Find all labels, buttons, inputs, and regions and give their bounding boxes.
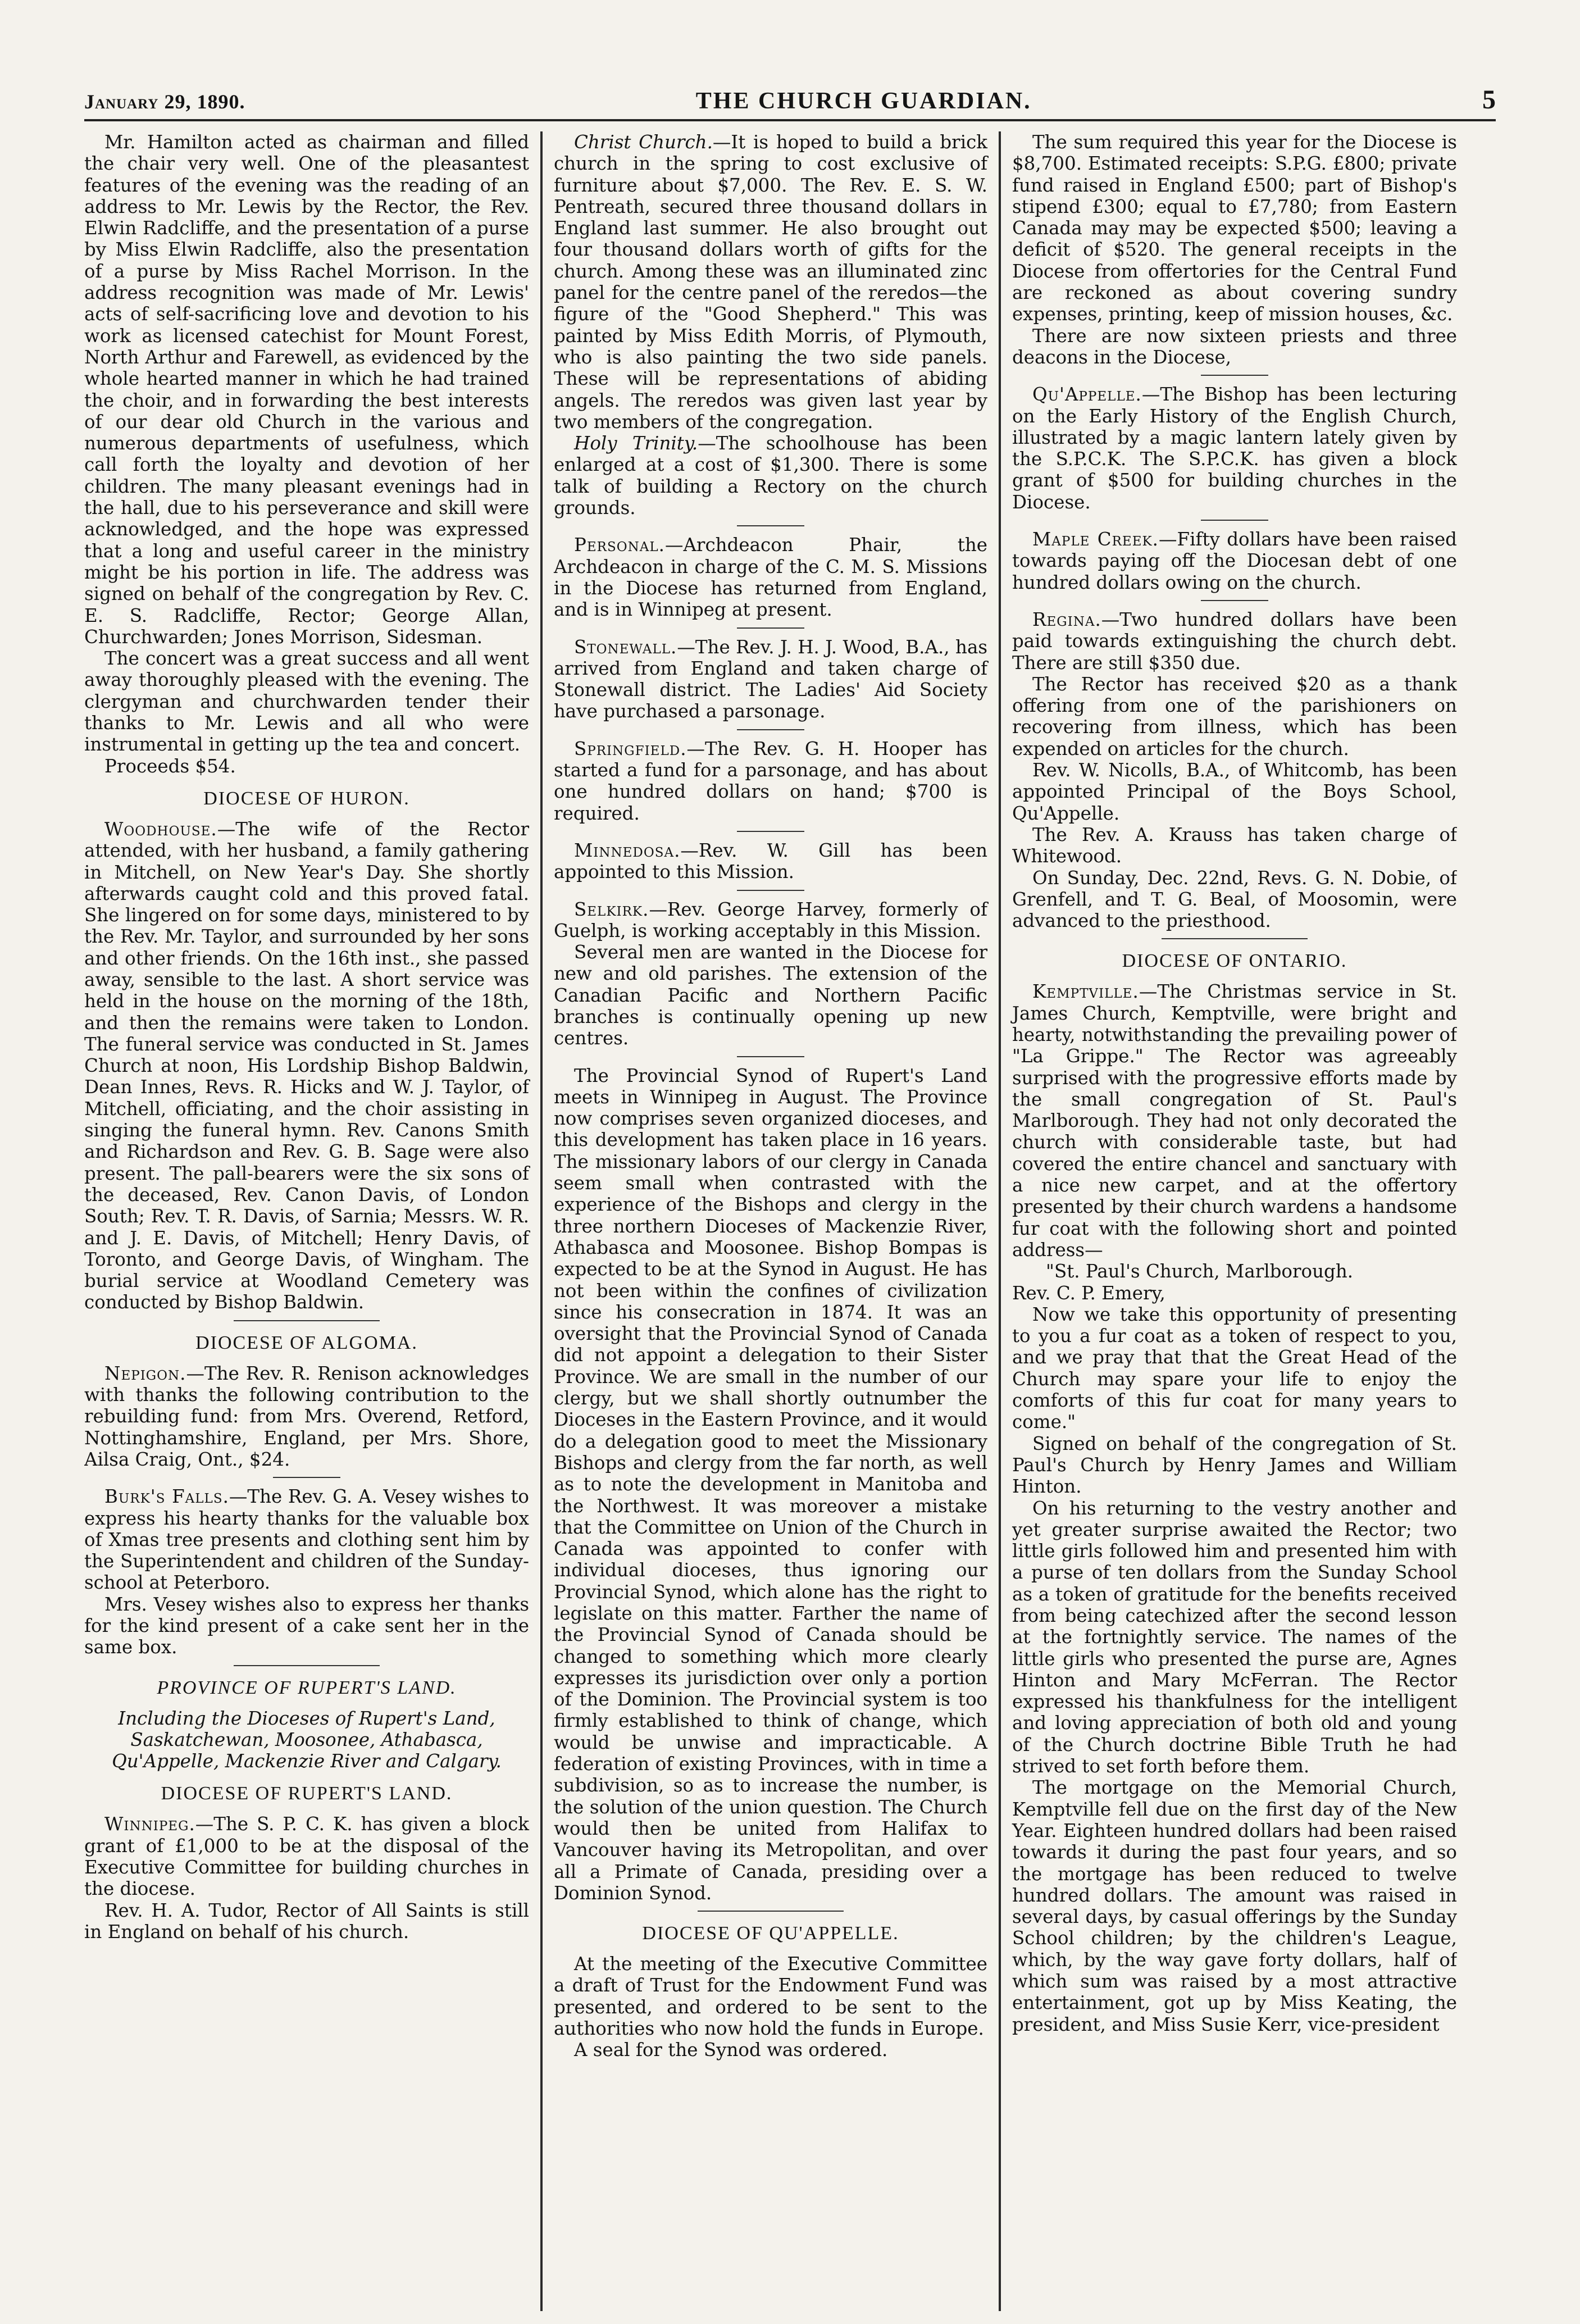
separator <box>1201 520 1268 521</box>
separator <box>737 1056 804 1057</box>
dateline-selkirk: Selkirk. <box>574 898 649 920</box>
separator <box>234 1320 380 1321</box>
article-stonewall <box>554 636 987 722</box>
text-regina: —Two hundred dollars have been paid towards extinguishing the church debt. There are still $350 due. <box>1012 608 1457 674</box>
paragraph-concert-chairman: Mr. Hamilton acted as chairman and filled the chair very well. One of the pleasantest features of the evening was the reading of an address to Mr. Lewis by the Rector, the Rev. Elwin Radcliffe, and the presentation of a purse by Miss Elwin Radcliffe, also the presentation of a purse by Miss Rachel Morrison. In the address recognition was made of Mr. Lewis' acts of self-sacrificing love and devotion to his work as licensed catechist for Mount Forest, North Arthur and Farewell, as evidenced by the whole hearted manner in which he had trained the choir, and in forwarding the best interests of our dear old Church in the various and numerous departments of usefulness, which call forth the loyalty and devotion of her children. The many pleasant evenings had in the hall, due to his perseverance and skill were acknowledged, and the hope was expressed that a long and useful career in the ministry might be his portion in life. The address was signed on behalf of the congregation by Rev. C. E. S. Radcliffe, Rector; George Allan, Churchwarden; Jones Morrison, Sidesman. <box>84 131 529 648</box>
separator <box>273 1477 340 1478</box>
dateline-minnedosa: Minnedosa. <box>574 839 681 861</box>
paragraph-tudor: Rev. H. A. Tudor, Rector of All Saints is still in England on behalf of his church. <box>84 1899 529 1943</box>
province-subtitle: Including the Dioceses of Rupert's Land, Saskatchewan, Moosonee, Athabasca, Qu'Appelle, Mackenzie River and Calgary. <box>112 1707 502 1772</box>
separator <box>698 1911 844 1912</box>
article-christ-church <box>554 131 987 433</box>
column-1 <box>84 131 540 2311</box>
heading-diocese-ruperts-land: DIOCESE OF RUPERT'S LAND. <box>161 1783 453 1804</box>
page-number: 5 <box>1482 85 1496 115</box>
separator <box>737 627 804 629</box>
paragraph-synod-seal: A seal for the Synod was ordered. <box>574 2039 888 2061</box>
text-christ-church: —It is hoped to build a brick church in the spring to cost exclusive of furniture about $7,000. The Rev. E. S. W. Pentreath, secured three thousand dollars in England last summer. He also brought out four thousand dollars worth of gifts for the church. Among these was an illuminated zinc panel for the centre panel of the reredos—the figure of the "Good Shepherd." This was painted by Miss Edith Morris, of Plymouth, who is also painting the two side panels. These will be representations of abiding angels. The reredos was given last year by two members of the congregation. <box>554 131 987 433</box>
article-kemptville <box>1012 981 1457 1261</box>
text-stonewall: —The Rev. J. H. J. Wood, B.A., has arrived from England and taken charge of Stonewall district. The Ladies' Aid Society have purchased a parsonage. <box>554 636 987 722</box>
separator <box>1201 600 1268 601</box>
paragraph-nicolls: Rev. W. Nicolls, B.A., of Whitcomb, has been appointed Principal of the Boys School, Qu'Appelle. <box>1012 759 1457 824</box>
dateline-kemptville: Kemptville. <box>1032 981 1139 1003</box>
dateline-christ-church: Christ Church. <box>574 131 713 153</box>
paragraph-provincial-synod: The Provincial Synod of Rupert's Land meets in Winnipeg in August. The Province now comprises seven organized dioceses, and this development has taken place in 16 years. The missionary labors of our clergy in Canada seem small when contrasted with the experience of the Bishops and clergy in the three northern Dioceses of Mackenzie River, Athabasca and Moosonee. Bishop Bompas is expected to be at the Synod in August. He has not been within the confines of civilization since his consecration in 1874. It was an oversight that the Provincial Synod of Canada did not appoint a delegation to their Sister Province. We are small in the number of our clergy, but we shall shortly outnumber the Dioceses in the Eastern Province, and it would do a delegation good to meet the Missionary Bishops and clergy from the far north, as well as to note the development in Manitoba and the Northwest. It was moreover a mistake that the Committee on Union of the Church in Canada was appointed to confer with individual dioceses, thus ignoring our Provincial Synod, which alone has the right to legislate on this matter. Farther the name of the Provincial Synod of Canada should be changed to something which more clearly expresses its jurisdiction over only a portion of the Dominion. The Provincial system is too firmly established to think of change, which would be unwise and impracticable. A federation of existing Provinces, with in time a subdivision, so as to increase the number, is the solution of the union question. The Church would then be united from Halifax to Vancouver having its Metropolitan, and over all a Primate of Canada, presiding over a Dominion Synod. <box>554 1065 987 1904</box>
text-springfield: —The Rev. G. H. Hooper has started a fund for a parsonage, and has about one hundred dollars on hand; $700 is required. <box>554 738 987 824</box>
article-maple-creek <box>1012 529 1457 593</box>
text-personal: —Archdeacon Phair, the Archdeacon in charge of the C. M. S. Missions in the Diocese has returned from England, and is in Winnipeg at present. <box>554 534 987 621</box>
article-nepigon <box>84 1363 529 1470</box>
column-2 <box>543 131 999 2311</box>
article-woodhouse <box>84 818 529 1313</box>
dateline-burks-falls: Burk's Falls. <box>104 1486 229 1508</box>
dateline-springfield: Springfield. <box>574 738 687 759</box>
dateline-quappelle: Qu'Appelle. <box>1032 384 1142 406</box>
text-winnipeg: —The S. P. C. K. has given a block grant of £1,000 to be at the disposal of the Executive Committee for building churches in the diocese. <box>84 1813 529 1900</box>
dateline-holy-trinity: Holy Trinity. <box>574 433 698 454</box>
article-springfield <box>554 738 987 824</box>
dateline-woodhouse: Woodhouse. <box>104 818 217 840</box>
text-minnedosa: —Rev. W. Gill has been appointed to this Mission. <box>554 839 987 883</box>
heading-diocese-huron: DIOCESE OF HURON. <box>203 788 410 809</box>
paragraph-mrs-vesey: Mrs. Vesey wishes also to express her thanks for the kind present of a cake sent her in the same box. <box>84 1593 529 1658</box>
paragraph-ordination: On Sunday, Dec. 22nd, Revs. G. N. Dobie, of Grenfell, and T. G. Beal, of Moosomin, were advanced to the priesthood. <box>1012 867 1457 932</box>
article-selkirk <box>554 899 987 942</box>
heading-diocese-ontario: DIOCESE OF ONTARIO. <box>1122 950 1347 972</box>
paragraph-executive-committee: At the meeting of the Executive Committee a draft of Trust for the Endowment Fund was presented, and ordered to be sent to the authorities who now hold the funds in Europe. <box>554 1953 987 2040</box>
dateline-maple-creek: Maple Creek. <box>1032 529 1159 551</box>
columns <box>84 131 1496 2311</box>
paragraph-concert-success: The concert was a great success and all went away thoroughly pleased with the evening. The clergyman and churchwarden tender their thanks to Mr. Lewis and all who were instrumental in getting up the tea and concert. <box>84 648 529 756</box>
text-kemptville: —The Christmas service in St. James Church, Kemptville, were bright and hearty, notwithstanding the prevailing power of "La Grippe." The Rector was agreeably surprised with the progressive efforts made by the small congregation of St. Paul's Marlborough. They had not only decorated the church with considerable taste, but had covered the entire chancel and sanctuary with a nice new carpet, and at the offertory presented by their church wardens a handsome fur coat with the following short and pointed address— <box>1012 981 1457 1261</box>
newspaper-title: THE CHURCH GUARDIAN. <box>695 88 1032 114</box>
paragraph-proceeds: Proceeds $54. <box>104 755 236 777</box>
separator <box>737 525 804 526</box>
dateline-regina: Regina. <box>1032 608 1101 630</box>
paragraph-men-wanted: Several men are wanted in the Diocese for new and old parishes. The extension of the Canadian Pacific and Northern Pacific branches is continually opening up new centres. <box>554 942 987 1049</box>
text-maple-creek: —Fifty dollars have been raised towards paying off the Diocesan debt of one hundred dollars owing on the church. <box>1012 529 1457 593</box>
text-quappelle: —The Bishop has been lecturing on the Early History of the English Church, illustrated by a magic lantern lately given by the S.P.C.K. The S.P.C.K. has given a block grant of $500 for building churches in the Diocese. <box>1012 384 1457 513</box>
article-minnedosa <box>554 840 987 883</box>
article-quappelle <box>1012 384 1457 513</box>
separator <box>737 890 804 891</box>
column-3 <box>1001 131 1457 2311</box>
article-regina <box>1012 609 1457 674</box>
separator <box>234 1665 380 1666</box>
issue-date: January 29, 1890. <box>84 90 245 113</box>
address-body: Now we take this opportunity of presenting to you a fur coat as a token of respect to you, and we pray that that the Great Head of the Church may spare your life to enjoy the comforts of this fur coat for many years to come." <box>1012 1303 1457 1433</box>
paragraph-thank-offering: The Rector has received $20 as a thank offering from one of the parishioners on recovering from illness, which has been expended on articles for the church. <box>1012 673 1457 759</box>
article-burks-falls <box>84 1486 529 1593</box>
text-selkirk: —Rev. George Harvey, formerly of Guelph, is working acceptably in this Mission. <box>554 898 987 942</box>
separator <box>1162 938 1308 939</box>
heading-diocese-quappelle: DIOCESE OF QU'APPELLE. <box>642 1923 899 1944</box>
paragraph-priests: There are now sixteen priests and three deacons in the Diocese, <box>1012 325 1457 368</box>
paragraph-vestry-surprise: On his returning to the vestry another and yet greater surprise awaited the Rector; two little girls followed him and presented him with a purse of ten dollars from the Sunday School as a token of gratitude for the benefits received from being catechized after the second lesson at the fortnightly service. The names of the little girls who presented the purse are, Agnes Hinton and Mary McFerran. The Rector expressed his thankfulness for the intelligent and loving appreciation of both old and young of the Church doctrine Bible Truth he had strived to set forth before them. <box>1012 1497 1457 1777</box>
separator <box>1201 375 1268 376</box>
address-heading: "St. Paul's Church, Marlborough. <box>1046 1261 1354 1282</box>
dateline-winnipeg: Winnipeg. <box>104 1813 195 1835</box>
dateline-personal: Personal. <box>574 534 665 556</box>
masthead <box>84 84 1496 121</box>
separator <box>737 729 804 730</box>
article-winnipeg <box>84 1813 529 1899</box>
dateline-nepigon: Nepigon. <box>104 1362 186 1384</box>
dateline-stonewall: Stonewall. <box>574 636 677 658</box>
paragraph-sum-required: The sum required this year for the Diocese is $8,700. Estimated receipts: S.P.G. £800; private fund raised in England £500; part of Bishop's stipend £300; equal to £7,780; from Eastern Canada may may be expected $500; leaving a deficit of $520. The general receipts in the Diocese from offertories for the Central Fund are reckoned as about covering sundry expenses, printing, keep of mission houses, &c. <box>1012 131 1457 325</box>
address-recipient: Rev. C. P. Emery, <box>1012 1282 1165 1304</box>
text-nepigon: —The Rev. R. Renison acknowledges with thanks the following contribution to the rebuilding fund: from Mrs. Overend, Retford, Nottinghamshire, England, per Mrs. Shore, Ailsa Craig, Ont., $24. <box>84 1362 529 1470</box>
article-personal <box>554 534 987 620</box>
paragraph-signed: Signed on behalf of the congregation of St. Paul's Church by Henry James and William Hinton. <box>1012 1432 1457 1498</box>
separator <box>737 831 804 832</box>
heading-province-ruperts-land: PROVINCE OF RUPERT'S LAND. <box>157 1677 457 1698</box>
text-burks-falls: —The Rev. G. A. Vesey wishes to express his hearty thanks for the valuable box of Xmas tree presents and clothing sent him by the Superintendent and children of the Sunday-school at Peterboro. <box>84 1486 529 1594</box>
heading-diocese-algoma: DIOCESE OF ALGOMA. <box>195 1332 418 1353</box>
paragraph-mortgage: The mortgage on the Memorial Church, Kemptville fell due on the first day of the New Year. Eighteen hundred dollars had been raised towards it during the past four years, and so the mortgage has been reduced to twelve hundred dollars. The amount was raised in several days, by casual offerings by the Sunday School children; by the children's League, which, by the way gave forty dollars, half of which sum was raised by a most attractive entertainment, got up by Miss Keating, the president, and Miss Susie Kerr, vice-president <box>1012 1777 1457 2035</box>
text-holy-trinity: —The schoolhouse has been enlarged at a cost of $1,300. There is some talk of building a Rectory on the church grounds. <box>554 433 987 519</box>
text-woodhouse: —The wife of the Rector attended, with her husband, a family gathering in Mitchell, on New Year's Day. She shortly afterwards caught cold and this proved fatal. She lingered on for some days, ministered to by the Rev. Mr. Taylor, and surrounded by her sons and other friends. On the 16th inst., she passed away, sensible to the last. A short service was held in the house on the morning of the 18th, and then the remains were taken to London. The funeral service was conducted in St. James Church at noon, His Lordship Bishop Baldwin, Dean Innes, Revs. R. Hicks and W. J. Taylor, of Mitchell, officiating, and the choir assisting in singing the funeral hymn. Rev. Canons Smith and Richardson and Rev. G. B. Sage were also present. The pall-bearers were the six sons of the deceased, Rev. Canon Davis, of London South; Rev. T. R. Davis, of Sarnia; Messrs. W. R. and J. E. Davis, of Mitchell; Henry Davis, of Toronto, and George Davis, of Wingham. The burial service at Woodland Cemetery was conducted by Bishop Baldwin. <box>84 818 529 1313</box>
paragraph-krauss: The Rev. A. Krauss has taken charge of Whitewood. <box>1012 824 1457 867</box>
article-holy-trinity <box>554 433 987 519</box>
